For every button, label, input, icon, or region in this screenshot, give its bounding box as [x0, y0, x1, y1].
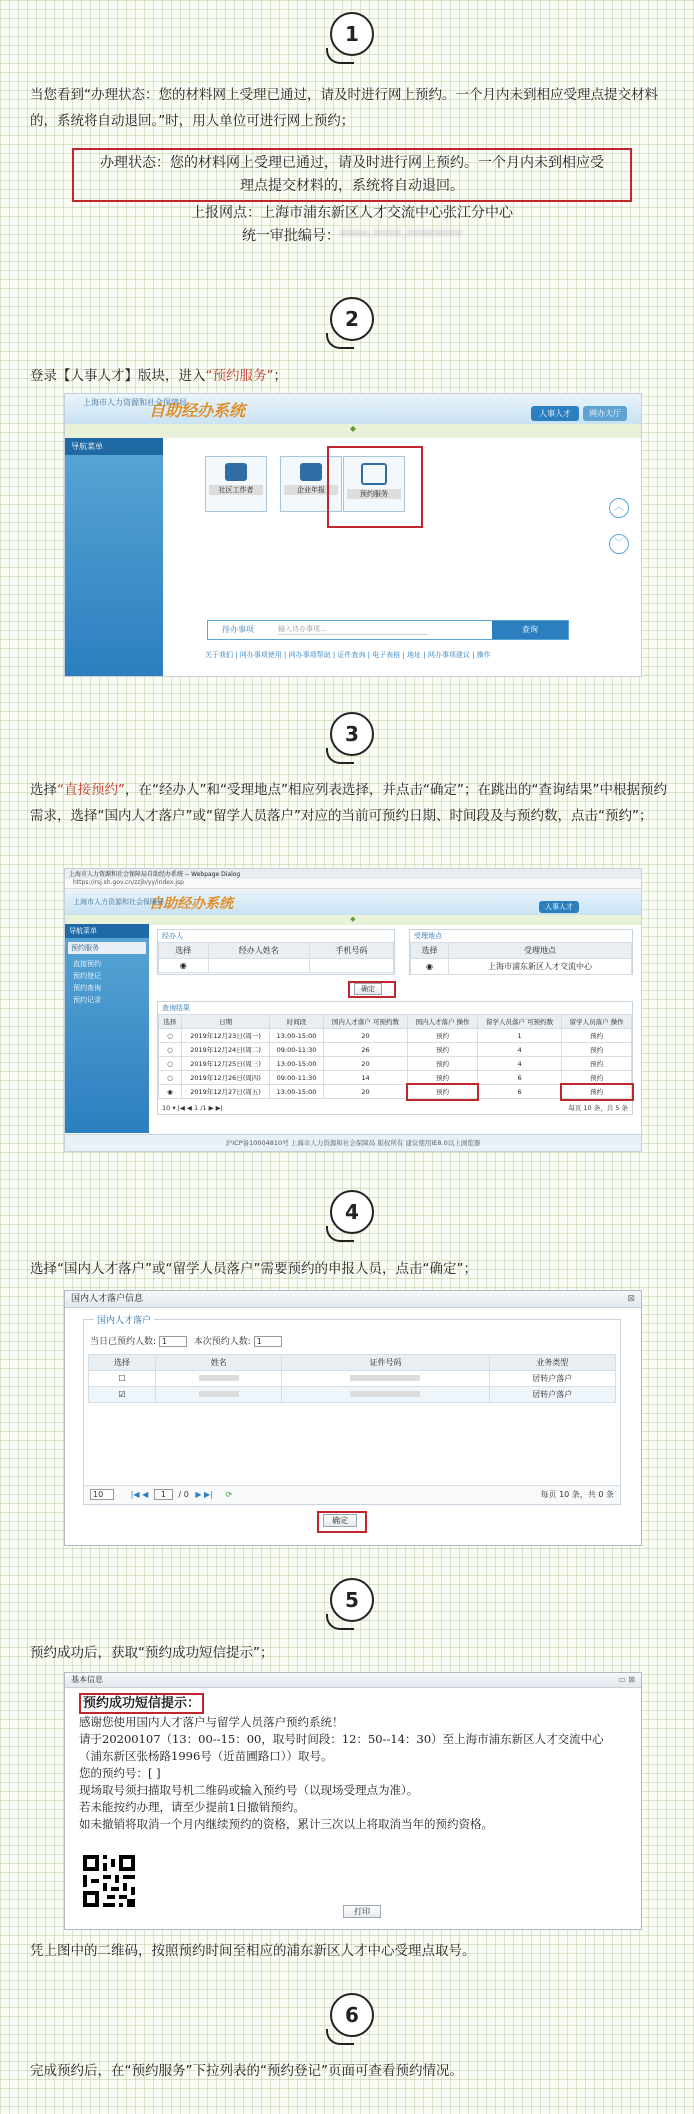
result-table: [158, 1014, 632, 1099]
tile-shequ-label: 社区工作者: [209, 485, 263, 495]
agent-h0: 选择: [159, 943, 209, 959]
step-2-text-c: ；: [273, 368, 287, 384]
tile-shequ-icon: [225, 463, 247, 481]
portal-org: 上海市人力资源和社会保障局: [83, 398, 187, 407]
page-size-select[interactable]: 10: [90, 1489, 114, 1500]
step-5-tail-icon: [326, 1614, 354, 1630]
sms-line-1: 请于20200107（13：00--15：00，取号时间段：12：50--14：30）至上海市浦东新区人才交流中心: [79, 1732, 604, 1746]
status-block: [72, 148, 632, 248]
close-icon[interactable]: ⊠: [627, 1294, 635, 1304]
agent-h1: 经办人姓名: [208, 943, 309, 959]
window-title: 上海市人力资源和社会保障局自助经办系统 -- Webpage Dialog: [69, 871, 241, 878]
result-h3: 国内人才落户 可预约数: [323, 1015, 407, 1029]
side-item-record[interactable]: 预约记录: [73, 996, 101, 1004]
office-line: 上报网点：上海市浦东新区人才交流中心张江分中心: [191, 205, 513, 221]
booking-footer: 沪ICP备10004810号 上海市人力资源和社会保障局 版权所有 建议使用IE8.0以上浏览器: [65, 1134, 641, 1151]
book-overseas-button[interactable]: 预约: [562, 1043, 632, 1057]
person-name: [156, 1371, 282, 1387]
step-2-text: [30, 363, 670, 389]
page-total: / 0: [178, 1490, 189, 1499]
pager-next-icon[interactable]: ▶ ▶|: [195, 1490, 213, 1499]
step-number-6: 6: [330, 1993, 374, 2037]
today-label: 当日已预约人数:: [90, 1337, 157, 1347]
result-h5: 留学人员落户 可预约数: [477, 1015, 561, 1029]
pager-first-icon[interactable]: |◀ ◀: [130, 1490, 149, 1499]
agent-radio[interactable]: ◉: [159, 959, 209, 973]
this-count-field: 1: [254, 1336, 282, 1347]
qr-code-icon: [83, 1855, 135, 1907]
agent-phone: [309, 959, 393, 973]
sms-line-3: 您的预约号：[ ]: [79, 1766, 161, 1780]
result-panel: [157, 1001, 633, 1115]
cell: 2019年12月23日(周一): [181, 1029, 270, 1043]
tab-wbdt[interactable]: 网办大厅: [583, 406, 627, 421]
cell: 13:00-15:00: [270, 1029, 323, 1043]
agent-title: 经办人: [162, 932, 183, 940]
step-2-tail-icon: [326, 333, 354, 349]
place-title: 受理地点: [414, 932, 442, 940]
status-line-1: 办理状态：您的材料网上受理已通过，请及时进行网上预约。一个月内未到相应受: [100, 155, 604, 171]
group-box: [83, 1316, 621, 1505]
count-row: [90, 1334, 282, 1347]
cell: 13:00-15:00: [270, 1057, 323, 1071]
book-overseas-button[interactable]: 预约: [562, 1057, 632, 1071]
person-type: 居转户落户: [489, 1387, 615, 1403]
today-count-field: 1: [159, 1336, 187, 1347]
cell: 09:00-11:30: [270, 1043, 323, 1057]
person-name: [156, 1387, 282, 1403]
group-title: 国内人才落户: [94, 1313, 154, 1326]
status-box: [72, 148, 632, 202]
step-4-text: 选择“国内人才落户”或“留学人员落户”需要预约的申报人员，点击“确定”；: [30, 1261, 477, 1277]
approval-line: [72, 225, 632, 248]
book-domestic-label: 预约: [436, 1088, 449, 1096]
cell: 13:00-15:00: [270, 1085, 323, 1099]
step-1-text: 当您看到“办理状态：您的材料网上受理已通过，请及时进行网上预约。一个月内未到相应受理点提交材料的，系统将自动退回。”时，用人单位可进行网上预约；: [30, 87, 658, 129]
window-controls-icon[interactable]: ▭ ⊠: [618, 1675, 635, 1684]
cell: 4: [477, 1057, 561, 1071]
person-h3: 业务类型: [489, 1355, 615, 1371]
booking-collapse-bar: ◆: [65, 915, 641, 925]
step-number-1: 1: [330, 12, 374, 56]
agent-table: [158, 942, 394, 973]
table-row: [89, 1371, 616, 1387]
row-checkbox[interactable]: ☑: [89, 1387, 156, 1403]
book-domestic-button[interactable]: 预约: [408, 1029, 478, 1043]
this-label: 本次预约人数:: [193, 1337, 251, 1347]
confirm-button[interactable]: 确定: [354, 983, 382, 995]
agent-h2: 手机号码: [309, 943, 393, 959]
cell: 20: [323, 1029, 407, 1043]
cell: 4: [477, 1043, 561, 1057]
step-2-text-a: 登录【人事人才】版块，进入: [30, 368, 206, 384]
tile-yuyue[interactable]: [327, 446, 423, 528]
agent-panel: [157, 929, 395, 975]
table-row: [159, 1085, 632, 1099]
booking-org: 上海市人力资源和社会保障局: [73, 898, 164, 906]
step-number-2: 2: [330, 297, 374, 341]
sms-line-0: 感谢您使用国内人才落户与留学人员落户预约系统！: [79, 1715, 344, 1729]
place-panel: [409, 929, 633, 975]
status-line-2: 理点提交材料的，系统将自动退回。: [240, 178, 464, 194]
cell: 09:00-11:30: [270, 1071, 323, 1085]
sms-notice-title: 预约成功短信提示：: [79, 1693, 204, 1714]
tile-yuyue-inner: [343, 456, 405, 512]
cell: 20: [323, 1057, 407, 1071]
result-pager-info: 每页 10 条，共 5 条: [568, 1104, 628, 1112]
table-row: [159, 1071, 632, 1085]
cell: 26: [323, 1043, 407, 1057]
chevron-up-icon[interactable]: ︿: [609, 498, 629, 518]
cell: 6: [477, 1085, 561, 1099]
place-radio[interactable]: ◉: [411, 959, 449, 975]
cell: 2019年12月25日(周三): [181, 1057, 270, 1071]
booking-side-title: 导航菜单: [65, 924, 149, 938]
cell: 2019年12月24日(周二): [181, 1043, 270, 1057]
step-3-text: [30, 777, 670, 829]
step-3-tail-icon: [326, 748, 354, 764]
sms-line-5: 若未能按约办理，请至少提前1日撤销预约。: [79, 1800, 305, 1814]
place-h1: 受理地点: [448, 943, 631, 959]
row-checkbox[interactable]: ☐: [89, 1371, 156, 1387]
sms-line-4: 现场取号须扫描取号机二维码或输入预约号（以现场受理点为准）。: [79, 1783, 419, 1797]
portal-collapse-bar: ◆: [65, 424, 641, 438]
person-pager-info: 每页 10 条，共 0 条: [540, 1490, 614, 1499]
url-bar: [65, 879, 641, 889]
screenshot-booking: [64, 868, 642, 1152]
tile-qiye-icon: [300, 463, 322, 481]
sms-titlebar: [65, 1673, 641, 1688]
side-item-query[interactable]: 预约查询: [73, 984, 101, 992]
cell: 20: [323, 1085, 407, 1099]
person-h1: 姓名: [156, 1355, 282, 1371]
side-item-register[interactable]: 预约登记: [73, 972, 101, 980]
tile-yuyue-label: 预约服务: [347, 489, 401, 499]
step-4-tail-icon: [326, 1226, 354, 1242]
dialog-confirm-button[interactable]: 确定: [323, 1514, 357, 1527]
screenshot-portal: [64, 393, 642, 677]
step-5-text: 预约成功后，获取“预约成功短信提示”；: [30, 1645, 274, 1661]
search-button[interactable]: 查询: [492, 621, 568, 639]
book-overseas-button[interactable]: 预约: [562, 1071, 632, 1085]
cell: 14: [323, 1071, 407, 1085]
book-domestic-button[interactable]: 预约: [408, 1071, 478, 1085]
step-3-text-c: ，在“经办人”和“受理地点”相应列表选择，并点击“确定”；在跳出的“查询结果”中根据预约需求，选择“国内人才落户”或“留学人员落户”对应的当前可预约日期、时间段及与预约数，点击“预约”；: [30, 782, 667, 824]
place-h0: 选择: [411, 943, 449, 959]
row-radio[interactable]: ○: [159, 1029, 182, 1043]
step-3-text-b: “直接预约”: [57, 782, 125, 798]
step-5-after-text: 凭上图中的二维码，按照预约时间至相应的浦东新区人才中心受理点取号。: [30, 1943, 476, 1959]
dialog-title: 国内人才落户信息: [71, 1294, 144, 1304]
approval-label: 统一审批编号：: [241, 228, 340, 244]
book-domestic-button[interactable]: 预约: [408, 1043, 478, 1057]
cell: 2019年12月27日(周五): [181, 1085, 270, 1099]
result-h1: 日期: [181, 1015, 270, 1029]
sms-dialog-title: 基本信息: [71, 1675, 103, 1684]
person-table-wrap: [88, 1354, 616, 1403]
step-6-tail-icon: [326, 2029, 354, 2045]
table-row: [159, 1043, 632, 1057]
booking-system-name: 自助经办系统: [149, 896, 233, 912]
sms-line-2: （浦东新区张杨路1996号（近苗圃路口））取号。: [79, 1749, 333, 1763]
tile-shequ[interactable]: [205, 456, 267, 512]
cell: 6: [477, 1071, 561, 1085]
step-number-5: 5: [330, 1578, 374, 1622]
chart-icon: [361, 463, 387, 485]
portal-sidebar: [65, 438, 163, 676]
result-h4: 国内人才落户 操作: [408, 1015, 478, 1029]
tile-qiye-label: 企业年报: [284, 485, 338, 495]
step-3-text-a: 选择: [30, 782, 57, 798]
url-text: https://rsj.sh.gov.cn/zzjb/yy/index.jsp: [73, 879, 184, 886]
row-radio[interactable]: ○: [159, 1057, 182, 1071]
book-domestic-button[interactable]: [408, 1085, 478, 1099]
tab-rszhrc[interactable]: 人事人才: [531, 406, 579, 421]
table-row: [159, 1057, 632, 1071]
step-6-text: 完成预约后，在“预约服务”下拉列表的“预约登记”页面可查看预约情况。: [30, 2063, 463, 2079]
cell: 2019年12月26日(周四): [181, 1071, 270, 1085]
result-h2: 时间段: [270, 1015, 323, 1029]
person-h2: 证件号码: [282, 1355, 489, 1371]
row-radio[interactable]: ◉: [159, 1085, 182, 1099]
step-2-text-b: “预约服务”: [205, 368, 274, 384]
person-type: 居转户落户: [489, 1371, 615, 1387]
result-h6: 留学人员落户 操作: [562, 1015, 632, 1029]
page-input[interactable]: 1: [154, 1489, 173, 1500]
search-bar: [207, 620, 569, 640]
approval-blurred: ****-****-********: [339, 228, 463, 244]
cell: 1: [477, 1029, 561, 1043]
side-item-direct[interactable]: 直接预约: [73, 960, 101, 968]
search-input[interactable]: 输入待办事项...: [278, 624, 428, 635]
booking-tab[interactable]: 人事人才: [539, 901, 579, 913]
result-pager[interactable]: [162, 1104, 223, 1112]
book-overseas-label: 预约: [590, 1088, 604, 1096]
place-table: [410, 942, 632, 975]
row-radio[interactable]: ○: [159, 1071, 182, 1085]
portal-footer: 关于我们 | 网办事项使用 | 网办事项帮助 | 证件查询 | 电子表格 | 地址 | 网办事项建议 | 操作: [205, 651, 491, 659]
booking-sidebar: [65, 924, 149, 1133]
screenshot-sms-dialog: [64, 1672, 642, 1930]
person-id: [282, 1371, 489, 1387]
sms-body: [79, 1693, 633, 1833]
result-title: 查询结果: [162, 1004, 190, 1012]
side-item-yuyue[interactable]: 预约服务: [68, 942, 146, 954]
booking-header: [65, 889, 641, 915]
table-row: [159, 1029, 632, 1043]
search-label: 待办事项: [222, 625, 254, 634]
result-pager-text: 10 ▾ |◀ ◀ 1 /1 ▶ ▶|: [162, 1104, 223, 1112]
person-pager: [84, 1485, 620, 1504]
step-number-4: 4: [330, 1190, 374, 1234]
dialog-titlebar: [65, 1291, 641, 1308]
place-value: 上海市浦东新区人才交流中心: [448, 959, 631, 975]
screenshot-domestic-dialog: [64, 1290, 642, 1546]
chevron-down-icon[interactable]: ﹀: [609, 534, 629, 554]
portal-sidebar-title: 导航菜单: [65, 438, 163, 455]
agent-name: [208, 959, 309, 973]
person-h0: 选择: [89, 1355, 156, 1371]
book-domestic-button[interactable]: 预约: [408, 1057, 478, 1071]
book-overseas-button[interactable]: [562, 1085, 632, 1099]
row-radio[interactable]: ○: [159, 1043, 182, 1057]
person-id: [282, 1387, 489, 1403]
step-number-3: 3: [330, 712, 374, 756]
person-table: [88, 1354, 616, 1403]
step-1-tail-icon: [326, 48, 354, 64]
portal-system-name: 自助经办系统: [149, 401, 246, 420]
refresh-icon[interactable]: ⟳: [225, 1490, 233, 1499]
portal-header: [65, 394, 641, 424]
sms-line-6: 如未撤销将取消一个月内继续预约的资格，累计三次以上将取消当年的预约资格。: [79, 1817, 493, 1831]
print-button[interactable]: 打印: [343, 1905, 381, 1918]
window-titlebar: [65, 869, 641, 879]
table-row: [89, 1387, 616, 1403]
book-overseas-button[interactable]: 预约: [562, 1029, 632, 1043]
result-h0: 选择: [159, 1015, 182, 1029]
